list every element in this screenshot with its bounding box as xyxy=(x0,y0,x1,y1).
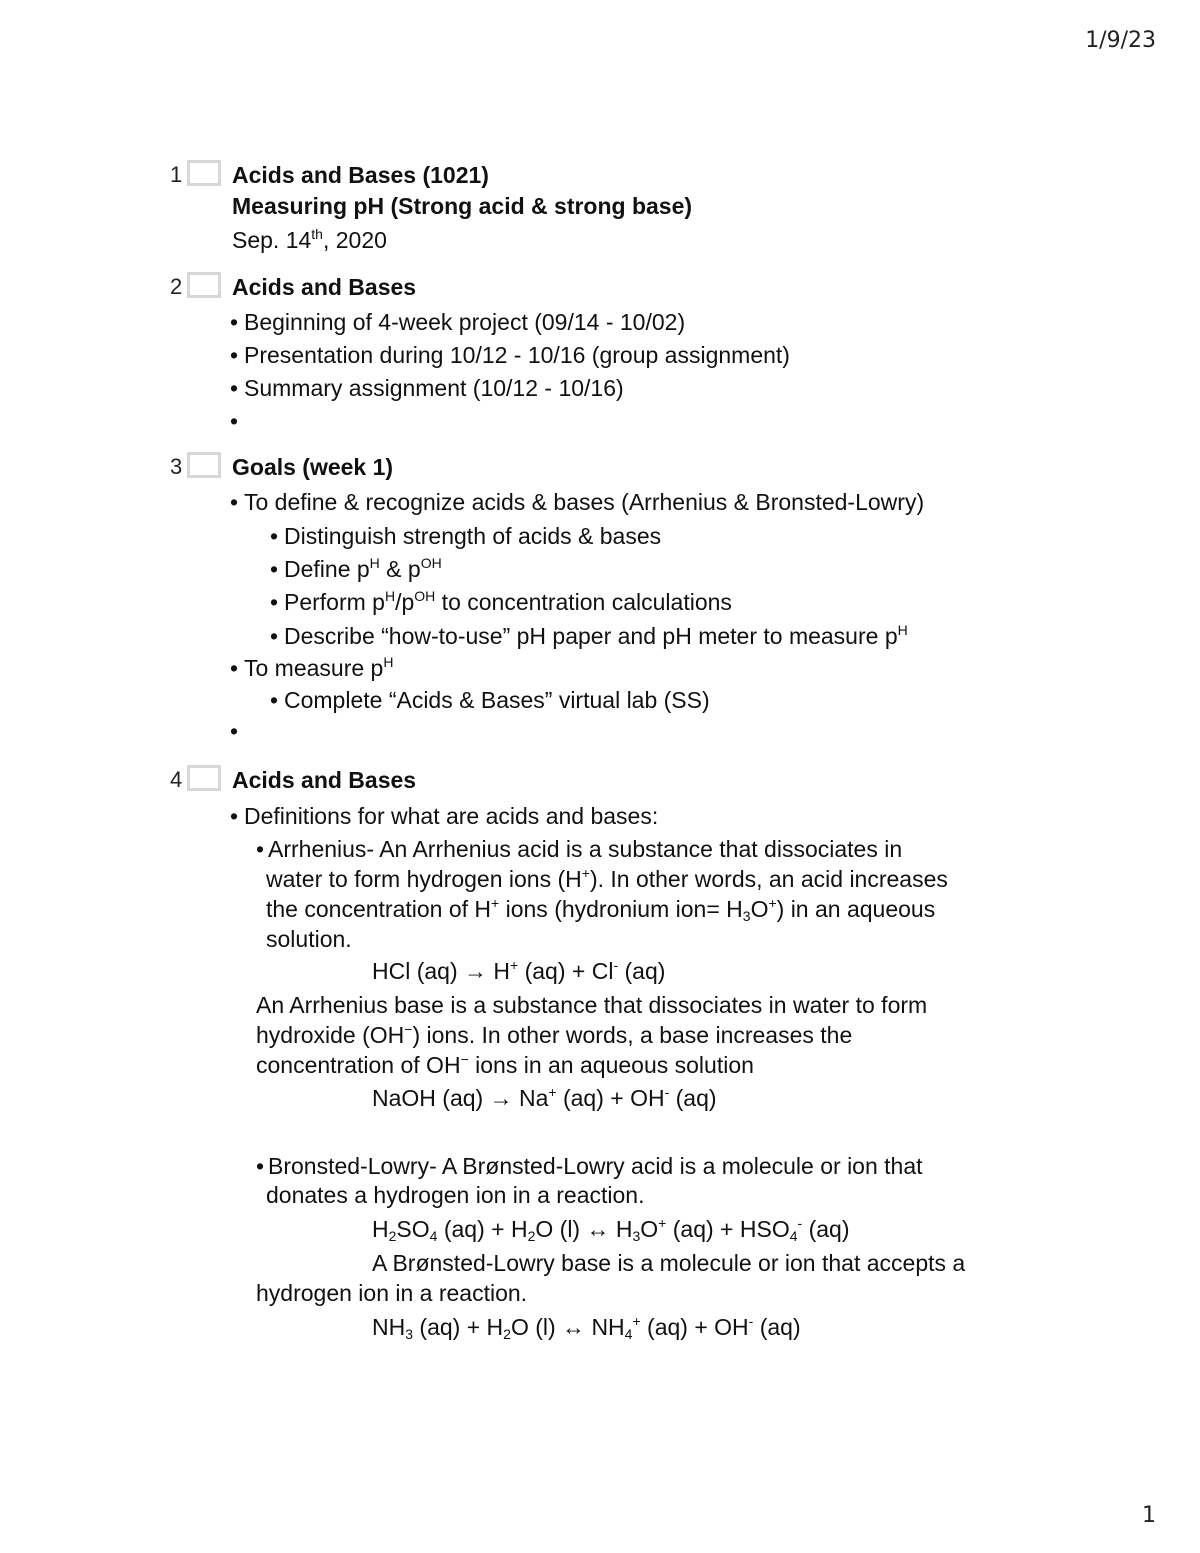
bronsted-base-text: hydrogen ion in a reaction. xyxy=(256,1280,528,1306)
sub-bullet-text: Define $p^H$ & $p^{OH}$ xyxy=(284,555,442,582)
arrhenius-text: Arrhenius- An Arrhenius acid is a substance that dissociates in xyxy=(268,836,903,862)
bullet-marker: • xyxy=(270,589,279,615)
bronsted-text: donates a hydrogen ion in a reaction. xyxy=(266,1182,645,1208)
slide-thumbnail-checkbox[interactable] xyxy=(187,452,221,478)
slide-title: Acids and Bases xyxy=(232,274,417,300)
bullet-marker: • xyxy=(270,556,279,582)
slide-number: 4 xyxy=(170,767,183,792)
bullet-marker: • xyxy=(230,655,239,681)
bullet-marker: • xyxy=(230,718,239,744)
slide-thumbnail-checkbox[interactable] xyxy=(187,272,221,298)
arrhenius-base-text: An Arrhenius base is a substance that dissociates in water to form xyxy=(256,992,928,1018)
slide-title: Acids and Bases (1021) xyxy=(232,162,489,188)
equation-hcl: HCl (aq) → H+ (aq) + Cl- (aq) xyxy=(372,957,666,984)
page-number: 1 xyxy=(1142,1503,1156,1528)
slide-number: 1 xyxy=(170,162,183,187)
bullet-text: To define & recognize acids & bases (Arrhenius & Bronsted-Lowry) xyxy=(244,489,925,515)
bullet-text: Presentation during 10/12 - 10/16 (group assignment) xyxy=(244,342,790,368)
bullet-marker: • xyxy=(230,375,239,401)
bullet-marker: • xyxy=(230,803,239,829)
bullet-marker: • xyxy=(270,623,279,649)
bullet-text: Beginning of 4-week project (09/14 - 10/02) xyxy=(244,309,686,335)
bullet-text: Summary assignment (10/12 - 10/16) xyxy=(244,375,624,401)
bullet-marker: • xyxy=(230,489,239,515)
bronsted-text: Bronsted-Lowry- A Brønsted-Lowry acid is a molecule or ion that xyxy=(268,1153,923,1179)
bullet-text: Definitions for what are acids and bases: xyxy=(244,803,659,829)
slide-thumbnail-checkbox[interactable] xyxy=(187,765,221,791)
bullet-text: To measure $p^H$ xyxy=(244,654,394,681)
sub-bullet-text: Complete “Acids & Bases” virtual lab (SS) xyxy=(284,687,710,713)
slide-title: Acids and Bases xyxy=(232,767,417,793)
page-date: 1/9/23 xyxy=(1085,28,1156,53)
equation-nh3: $NH_3$ $(aq) + H_2O$ (l) ↔ $NH_4^+$ (aq) + OH- (aq) xyxy=(372,1313,801,1342)
bullet-marker: • xyxy=(270,687,279,713)
slide-number: 3 xyxy=(170,454,183,479)
equation-h2so4: $H_2SO_4$ $(aq) + H_2O$ (l) ↔ $H_3O^+$ $(aq) + HSO_4^-$ (aq) xyxy=(372,1215,850,1244)
bullet-marker: • xyxy=(256,1153,265,1179)
bullet-marker: • xyxy=(230,408,239,434)
bullet-marker: • xyxy=(230,342,239,368)
slide-title: Goals (week 1) xyxy=(232,454,394,480)
arrhenius-text: water to form hydrogen ions (H+). In other words, an acid increases xyxy=(266,865,948,892)
arrhenius-text: the concentration of H+ ions (hydronium $ion= H_3O^+$) in an aqueous xyxy=(266,895,936,924)
arrhenius-base-text: concentration of OH− ions in an aqueous solution xyxy=(256,1051,754,1078)
sub-bullet-text: Describe “how-to-use” pH paper and pH meter to measure $p^H$ xyxy=(284,622,908,649)
bullet-marker: • xyxy=(230,309,239,335)
sub-bullet-text: Distinguish strength of acids & bases xyxy=(284,523,662,549)
slide-date: Sep. 14th, 2020 xyxy=(232,226,387,253)
bronsted-base-text: A Brønsted-Lowry base is a molecule or ion that accepts a xyxy=(372,1250,966,1276)
equation-naoh: NaOH (aq) → Na+ (aq) + OH- (aq) xyxy=(372,1084,717,1111)
sub-bullet-text: Perform $p^H/p^{OH}$ to concentration calculations xyxy=(284,588,732,615)
bullet-marker: • xyxy=(270,523,279,549)
arrhenius-text: solution. xyxy=(266,926,352,952)
slide-thumbnail-checkbox[interactable] xyxy=(187,160,221,186)
slide-number: 2 xyxy=(170,274,183,299)
slide-subtitle: Measuring pH (Strong acid & strong base) xyxy=(232,193,693,219)
arrhenius-base-text: hydroxide (OH−) ions. In other words, a base increases the xyxy=(256,1021,853,1048)
bullet-marker: • xyxy=(256,836,265,862)
